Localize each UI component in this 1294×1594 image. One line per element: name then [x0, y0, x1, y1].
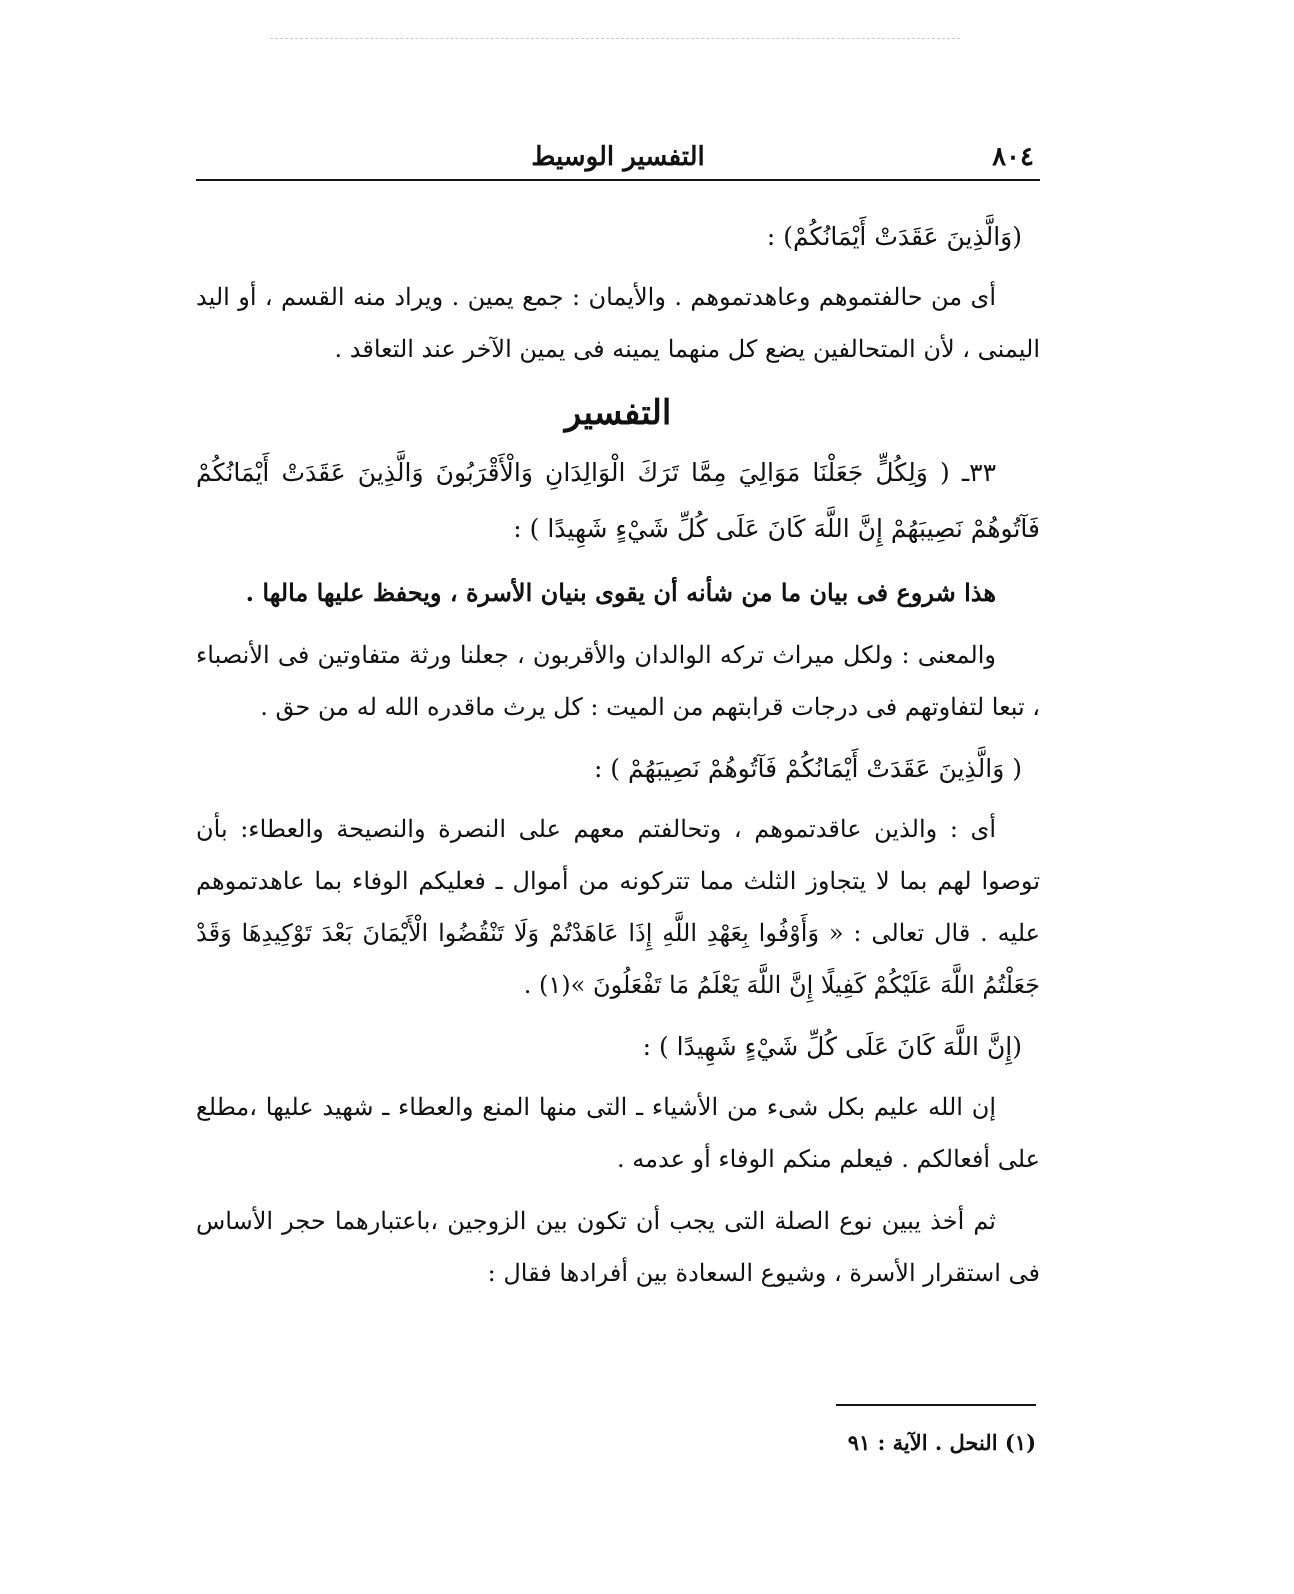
footnote-rule [836, 1404, 1036, 1406]
paragraph: إن الله عليم بكل شىء من الأشياء ـ التى منها المنع والعطاء ـ شهيد عليها ،مطلع على أفعالكم . فيعلم منكم الوفاء أو عدمه . [196, 1093, 1040, 1173]
running-title: التفسير الوسيط [531, 142, 705, 172]
paragraph: أى من حالفتموهم وعاهدتموهم . والأيمان : جمع يمين . ويراد منه القسم ، أو اليد اليمنى ، لأن المتحالفين يضع كل منهما يمينه فى يمين الآخر عند التعاقد . [196, 283, 1040, 363]
paragraph: أى : والذين عاقدتموهم ، وتحالفتم معهم على النصرة والنصيحة والعطاء: بأن توصوا لهم بما لا يتجاوز الثلث مما تتركونه من أموال ـ فعليكم الوفاء بما عاهدتموهم عليه . قال تعالى : « وَأَوْفُوا بِعَهْدِ اللَّهِ إِذَا عَاهَدْتُمْ وَلَا تَنْقُضُوا الْأَيْمَانَ بَعْدَ تَوْكِيدِهَا وَقَدْ جَعَلْتُمُ اللَّهَ عَلَيْكُمْ كَفِيلًا إِنَّ اللَّهَ يَعْلَمُ مَا تَفْعَلُونَ »(١) . [196, 815, 1040, 999]
page-number: ٨٠٤ [992, 142, 1034, 172]
footnote: (١) النحل . الآية : ٩١ [847, 1430, 1036, 1455]
verse-quote: (إِنَّ اللَّهَ كَانَ عَلَى كُلِّ شَيْءٍ شَهِيدًا ) : [642, 1032, 1022, 1061]
scan-edge-line [270, 38, 960, 39]
paragraph: هذا شروع فى بيان ما من شأنه أن يقوى بنيان الأسرة ، ويحفظ عليها مالها . [245, 578, 996, 607]
page-body [196, 205, 1040, 1309]
page-header [196, 140, 1040, 180]
paragraph: والمعنى : ولكل ميراث تركه الوالدان والأقربون ، جعلنا ورثة متفاوتين فى الأنصباء ، تبعا لتفاوتهم فى درجات قرابتهم من الميت : كل يرث ماقدره الله له من حق . [196, 641, 1040, 721]
paragraph: ثم أخذ يبين نوع الصلة التى يجب أن تكون بين الزوجين ،باعتبارهما حجر الأساس فى استقرار الأسرة ، وشيوع السعادة بين أفرادها فقال : [196, 1207, 1040, 1287]
verse-quote: ٣٣ـ ( وَلِكُلٍّ جَعَلْنَا مَوَالِيَ مِمَّا تَرَكَ الْوَالِدَانِ وَالْأَقْرَبُونَ وَالَّذِينَ عَقَدَتْ أَيْمَانُكُمْ فَآتُوهُمْ نَصِيبَهُمْ إِنَّ اللَّهَ كَانَ عَلَى كُلِّ شَيْءٍ شَهِيدًا ) : [196, 458, 1040, 543]
verse-quote: (وَالَّذِينَ عَقَدَتْ أَيْمَانُكُمْ) : [766, 222, 1022, 251]
header-rule [196, 179, 1040, 181]
section-heading: التفسير [564, 393, 672, 433]
verse-quote: ( وَالَّذِينَ عَقَدَتْ أَيْمَانُكُمْ فَآتُوهُمْ نَصِيبَهُمْ ) : [593, 754, 1022, 783]
